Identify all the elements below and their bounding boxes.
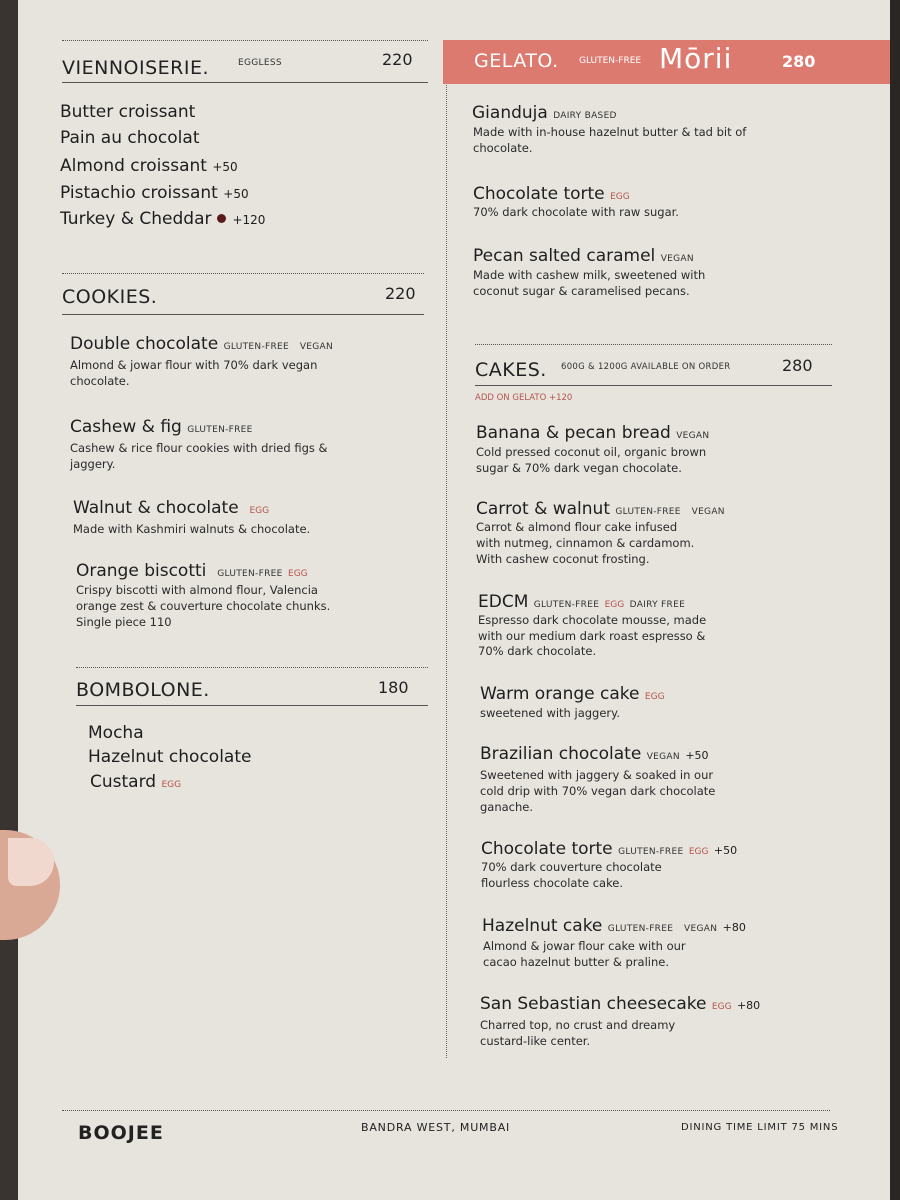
item-desc: with nutmeg, cinnamon & cardamom.	[476, 536, 695, 550]
divider	[62, 273, 424, 274]
bombolone-price: 180	[378, 678, 409, 697]
item-extra: +50	[223, 187, 249, 201]
item-desc: with our medium dark roast espresso &	[478, 629, 706, 643]
cookies-price: 220	[385, 284, 416, 303]
item-desc: custard-like center.	[480, 1034, 591, 1048]
item-desc: chocolate.	[70, 374, 130, 388]
item-extra: +50	[212, 160, 238, 174]
cakes-tag: 600G & 1200G AVAILABLE ON ORDER	[561, 362, 731, 372]
menu-item: Hazelnut chocolate	[88, 747, 252, 767]
menu-item: Carrot & walnut GLUTEN-FREE VEGAN	[476, 499, 725, 519]
menu-item: Chocolate torte EGG	[473, 184, 630, 204]
item-desc: Almond & jowar flour with 70% dark vegan	[70, 358, 318, 372]
menu-item: Double chocolate GLUTEN-FREE VEGAN	[70, 334, 334, 354]
item-desc: 70% dark couverture chocolate	[481, 860, 662, 874]
menu-item: Turkey & Cheddar +120	[60, 209, 266, 229]
footer-location: BANDRA WEST, MUMBAI	[361, 1121, 511, 1134]
item-desc: 70% dark chocolate.	[478, 644, 597, 658]
footer-time-limit: DINING TIME LIMIT 75 MINS	[681, 1122, 839, 1133]
gelato-brand: Mōrii	[659, 42, 733, 75]
menu-item: Brazilian chocolate VEGAN +50	[480, 744, 709, 764]
item-desc: sugar & 70% dark vegan chocolate.	[476, 461, 682, 475]
item-desc: Almond & jowar flour cake with our	[483, 939, 686, 953]
item-desc: Single piece 110	[76, 615, 172, 629]
item-desc: With cashew coconut frosting.	[476, 552, 650, 566]
item-desc: Cold pressed coconut oil, organic brown	[476, 445, 707, 459]
cakes-price: 280	[782, 356, 813, 375]
item-desc: chocolate.	[473, 141, 533, 155]
section-title-gelato: GELATO.	[474, 50, 559, 72]
item-desc: Made with Kashmiri walnuts & chocolate.	[73, 522, 311, 536]
item-desc: coconut sugar & caramelised pecans.	[473, 284, 690, 298]
menu-item: Orange biscotti GLUTEN-FREE EGG	[76, 561, 308, 581]
divider	[475, 385, 832, 386]
divider	[62, 314, 424, 315]
divider	[62, 82, 428, 83]
item-desc: cacao hazelnut butter & praline.	[483, 955, 669, 969]
menu-item: Hazelnut cake GLUTEN-FREE VEGAN +80	[482, 916, 746, 936]
item-desc: orange zest & couverture chocolate chunks.	[76, 599, 331, 613]
menu-item: Banana & pecan bread VEGAN	[476, 423, 710, 443]
item-desc: flourless chocolate cake.	[481, 876, 624, 890]
item-desc: sweetened with jaggery.	[480, 706, 620, 720]
section-title-bombolone: BOMBOLONE.	[76, 679, 210, 701]
item-desc: Charred top, no crust and dreamy	[480, 1018, 676, 1032]
section-title-cookies: COOKIES.	[62, 286, 158, 308]
gelato-tag: GLUTEN-FREE	[579, 56, 642, 66]
menu-item: Mocha	[88, 723, 144, 743]
divider	[76, 705, 428, 706]
column-divider	[446, 40, 447, 1058]
item-extra: +120	[232, 213, 266, 227]
divider	[62, 40, 428, 41]
menu-item: Pistachio croissant +50	[60, 183, 249, 203]
menu-item: Warm orange cake EGG	[480, 684, 665, 704]
item-desc: Sweetened with jaggery & soaked in our	[480, 768, 714, 782]
item-desc: cold drip with 70% vegan dark chocolate	[480, 784, 716, 798]
footer-divider	[62, 1110, 830, 1111]
cakes-addon: ADD ON GELATO +120	[475, 393, 573, 403]
fingernail	[8, 838, 54, 886]
item-desc: Cashew & rice flour cookies with dried figs &	[70, 441, 328, 455]
item-desc: Carrot & almond flour cake infused	[476, 520, 678, 534]
viennoiserie-price: 220	[382, 50, 413, 69]
divider	[76, 667, 428, 668]
background-edge	[0, 0, 18, 1200]
section-title-viennoiserie: VIENNOISERIE.	[62, 57, 210, 79]
viennoiserie-tag: EGGLESS	[238, 58, 282, 68]
item-desc: ganache.	[480, 800, 534, 814]
menu-item: Butter croissant	[60, 102, 196, 122]
divider	[475, 344, 832, 345]
item-desc: Crispy biscotti with almond flour, Valencia	[76, 583, 318, 597]
menu-item: Walnut & chocolate EGG	[73, 498, 270, 518]
menu-item: Cashew & fig GLUTEN-FREE	[70, 417, 253, 437]
gelato-price: 280	[782, 52, 816, 71]
non-veg-dot-icon	[217, 214, 226, 223]
menu-item: Gianduja DAIRY BASED	[472, 103, 617, 123]
item-desc: 70% dark chocolate with raw sugar.	[473, 205, 679, 219]
menu-item: Pecan salted caramel VEGAN	[473, 246, 694, 266]
section-title-cakes: CAKES.	[475, 359, 547, 381]
brand-logo: BOOJEE	[78, 1122, 164, 1144]
menu-item: Pain au chocolat	[60, 128, 200, 148]
menu-item: San Sebastian cheesecake EGG +80	[480, 994, 761, 1014]
item-desc: Made with cashew milk, sweetened with	[473, 268, 706, 282]
item-desc: Espresso dark chocolate mousse, made	[478, 613, 707, 627]
menu-item: Almond croissant +50	[60, 156, 238, 176]
menu-item: Chocolate torte GLUTEN-FREE EGG +50	[481, 839, 738, 859]
menu-item: Custard EGG	[90, 772, 182, 792]
menu-item: EDCM GLUTEN-FREE EGG DAIRY FREE	[478, 592, 686, 612]
item-desc: Made with in-house hazelnut butter & tad bit of	[473, 125, 747, 139]
item-desc: jaggery.	[70, 457, 116, 471]
